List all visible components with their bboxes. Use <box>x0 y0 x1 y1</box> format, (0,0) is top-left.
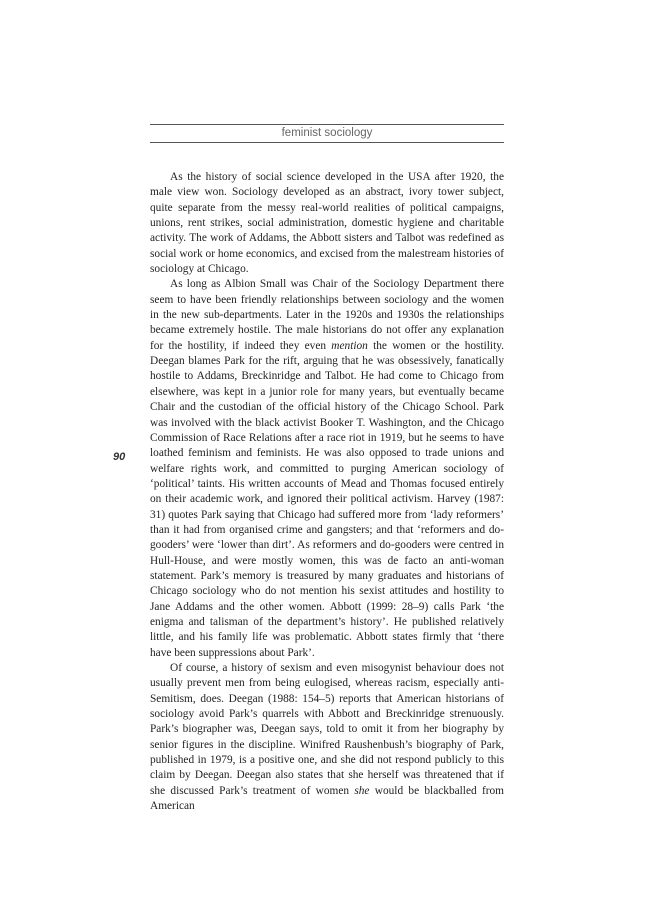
paragraph <box>150 661 504 814</box>
paragraph-text: As long as Albion Small was Chair of the Sociology Department there seem to have been friendly relationships between sociology and the women in the new sub-departments. Later in the 1920s and 1930s the relationships became extremely hostile. The male historians do not offer any explanation for the hostility, if indeed they even <box>150 278 504 352</box>
emphasis: mention <box>331 339 368 352</box>
running-head <box>150 124 504 143</box>
paragraph-text: As the history of social science developed in the USA after 1920, the male view won. Sociology developed as an abstract, ivory tower subject, quite separate from the messy real-world realities of political campaigns, unions, rent strikes, social administration, domestic hygiene and charitable activity. The work of Addams, the Abbott sisters and Talbot was redefined as social work or home economics, and excised from the malestream histories of sociology at Chicago. <box>150 171 504 276</box>
paragraph <box>150 170 504 277</box>
emphasis: she <box>354 784 370 797</box>
paragraph <box>150 277 504 661</box>
paragraph-text: would be blackballed from American <box>150 784 504 813</box>
paragraph-text: the women or the hostility. Deegan blames Park for the rift, arguing that he was obsessively, fanatically hostile to Addams, Breckinridge and Talbot. He had come to Chicago from elsewhere, was kept in a junior role for many years, but eventually became Chair and the custodian of the official history of the Chicago School. Park was involved with the black activist Booker T. Washington, and the Chicago Commission of Race Relations after a race riot in 1919, but he seems to have loathed feminism and feminists. He was also opposed to trade unions and welfare rights work, and committed to purging American sociology of ‘political’ taints. His written accounts of Mead and Thomas focused entirely on their academic work, and ignored their political activism. Harvey (1987: 31) quotes Park saying that Chicago had suffered more from ‘lady reformers’ than it had from organised crime and gangsters; and that ‘reformers and do-gooders’ were ‘lower than dirt’. As reformers and do-gooders were centred in Hull-House, and were mostly women, this was de facto an anti-woman statement. Park’s memory is treasured by many graduates and historians of Chicago sociology who do not mention his sexist attitudes and hostility to Jane Addams and the other women. Abbott (1999: 28–9) calls Park ‘the enigma and talisman of the department’s history’. He published relatively little, and his family life was problematic. Abbott states firmly that ‘there have been suppressions about Park’. <box>150 339 504 659</box>
body-text <box>150 170 504 814</box>
page-number: 90 <box>113 451 126 463</box>
paragraph-text: Of course, a history of sexism and even misogynist behaviour does not usually prevent men from being eulogised, whereas racism, especially anti-Semitism, does. Deegan (1988: 154–5) reports that American historians of sociology avoid Park’s quarrels with Abbott and Breckinridge strenuously. Park’s biographer was, Deegan says, told to omit it from her biography by senior figures in the discipline. Winifred Raushenbush’s biography of Park, published in 1979, is a positive one, and she did not respond publicly to this claim by Deegan. Deegan also states that she herself was threatened that if she discussed Park’s treatment of women <box>150 662 504 797</box>
running-title: feminist sociology <box>281 127 373 139</box>
